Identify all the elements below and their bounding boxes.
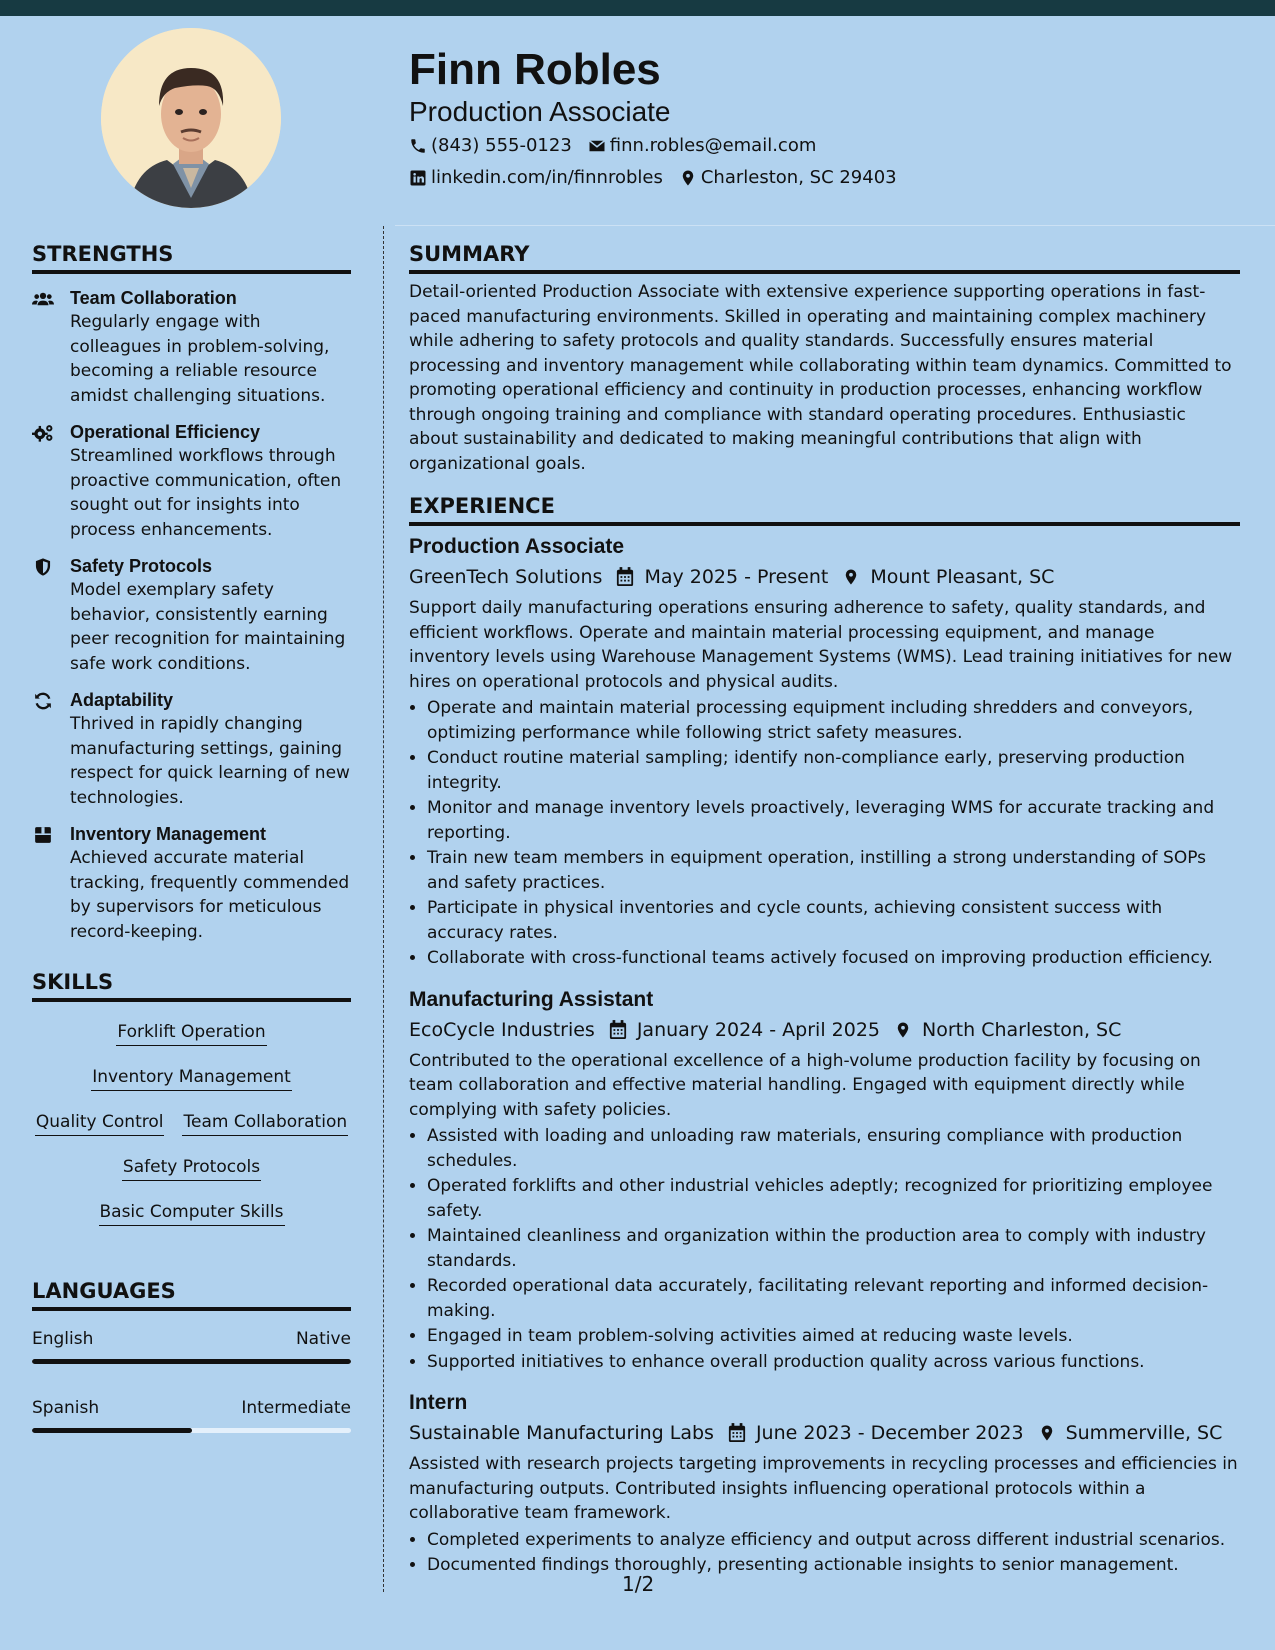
- job-entry: [409, 985, 1240, 1375]
- calendar-icon: [616, 567, 634, 587]
- job-description: Assisted with research projects targeting improvements in recycling processes and efficiencies in manufacturing outputs. Contributed insights influencing operational protocols within a collaborative team framework.: [409, 1454, 1238, 1523]
- job-bullet: • Recorded operational data accurately, facilitating relevant reporting and informed decision-making.: [427, 1274, 1240, 1323]
- job-bullet: • Assisted with loading and unloading raw materials, ensuring compliance with production schedules.: [427, 1124, 1240, 1173]
- job-location: North Charleston, SC: [922, 1018, 1122, 1041]
- candidate-name: Finn Robles: [409, 45, 661, 94]
- job-bullet: • Maintained cleanliness and organization within the production area to comply with industry standards.: [427, 1224, 1240, 1273]
- location-contact: [679, 166, 897, 190]
- skill-tag: Team Collaboration: [182, 1110, 348, 1136]
- job-entry: [409, 1388, 1240, 1578]
- contact-row-1: [409, 134, 832, 158]
- job-title: Intern: [409, 1391, 468, 1414]
- job-company: GreenTech Solutions: [409, 566, 603, 588]
- strength-title: Inventory Management: [70, 824, 267, 844]
- job-company: EcoCycle Industries: [409, 1018, 595, 1041]
- strength-title: Operational Efficiency: [70, 422, 261, 442]
- left-column: [32, 238, 351, 1433]
- strength-desc: Achieved accurate material tracking, frequently commended by supervisors for meticulous record-keeping.: [70, 848, 350, 942]
- email-contact[interactable]: [588, 134, 817, 158]
- language-level: Native: [295, 1329, 351, 1349]
- phone-contact[interactable]: [409, 134, 572, 158]
- job-bullet: • Participate in physical inventories and cycle counts, achieving consistent success with accuracy rates.: [427, 896, 1240, 945]
- map-pin-icon: [1038, 1423, 1056, 1443]
- envelope-icon: [588, 137, 606, 155]
- language-bar: [32, 1428, 351, 1433]
- job-dates: January 2024 - April 2025: [636, 1018, 881, 1041]
- job-bullets: [409, 1528, 1240, 1578]
- contact-row-2: [409, 166, 913, 190]
- strength-item: [32, 822, 351, 944]
- experience-list: [409, 532, 1240, 1578]
- job-bullet: • Engaged in team problem-solving activities aimed at reducing waste levels.: [427, 1324, 1240, 1349]
- job-location: Mount Pleasant, SC: [870, 566, 1055, 588]
- skills-heading: SKILLS: [32, 966, 351, 1002]
- job-bullet: • Completed experiments to analyze efficiency and output across different industrial scenarios.: [427, 1528, 1240, 1553]
- skill-tag: Inventory Management: [91, 1065, 292, 1091]
- language-item: [32, 1327, 351, 1364]
- box-icon: [32, 825, 54, 845]
- job-bullet: • Collaborate with cross-functional teams actively focused on improving production efficiency.: [427, 946, 1240, 971]
- map-pin-icon: [842, 567, 860, 587]
- shield-icon: [32, 557, 54, 577]
- map-pin-icon: [679, 169, 697, 187]
- job-location: Summerville, SC: [1065, 1422, 1223, 1444]
- gears-icon: [32, 423, 54, 443]
- strength-desc: Thrived in rapidly changing manufacturing settings, gaining respect for quick learning of new technologies.: [70, 714, 350, 808]
- job-bullet: • Operate and maintain material processing equipment including shredders and conveyors, optimizing performance while following strict safety measures.: [427, 696, 1240, 745]
- map-pin-icon: [894, 1020, 912, 1040]
- strength-item: [32, 688, 351, 810]
- strength-title: Safety Protocols: [70, 556, 213, 576]
- job-meta: [409, 1015, 1240, 1045]
- users-icon: [32, 289, 54, 309]
- job-meta: [409, 1418, 1240, 1448]
- language-bar-fill: [32, 1359, 351, 1364]
- phone-icon: [409, 137, 427, 155]
- job-description: Contributed to the operational excellence of a high-volume production facility by focusing on team collaboration and effective material handling. Engaged with equipment directly while complying with safety policies.: [409, 1050, 1201, 1120]
- job-bullet: • Conduct routine material sampling; identify non-compliance early, preserving production integrity.: [427, 746, 1240, 795]
- sync-icon: [32, 691, 54, 711]
- job-bullets: [409, 1124, 1240, 1374]
- job-dates: May 2025 - Present: [644, 566, 829, 588]
- calendar-icon: [728, 1423, 746, 1443]
- job-title: Manufacturing Assistant: [409, 987, 654, 1011]
- strength-title: Adaptability: [70, 690, 174, 710]
- top-bar: [0, 0, 1275, 16]
- location-text: Charleston, SC 29403: [700, 167, 897, 188]
- calendar-icon: [609, 1020, 627, 1040]
- job-description: Support daily manufacturing operations ensuring adherence to safety, quality standards, and efficient workflows. Operate and maintain material processing equipment, and manage inventory levels using Warehouse Management Systems (WMS). Lead training initiatives for new hires on operational protocols and physical audits.: [409, 598, 1233, 692]
- job-meta: [409, 562, 1240, 592]
- profile-photo: [101, 28, 281, 208]
- strength-item: [32, 420, 351, 542]
- language-item: [32, 1396, 351, 1433]
- skill-tag: Basic Computer Skills: [99, 1200, 285, 1226]
- linkedin-icon: [409, 169, 427, 187]
- job-company: Sustainable Manufacturing Labs: [409, 1422, 714, 1444]
- job-bullet: • Train new team members in equipment operation, instilling a strong understanding of SOPs and safety practices.: [427, 846, 1240, 895]
- skill-tag: Safety Protocols: [122, 1155, 261, 1181]
- linkedin-contact[interactable]: [409, 166, 663, 190]
- strength-item: [32, 554, 351, 676]
- phone-text: (843) 555-0123: [431, 135, 572, 156]
- language-bar: [32, 1359, 351, 1364]
- summary-heading: SUMMARY: [409, 238, 1240, 274]
- page-number: 1/2: [622, 1572, 655, 1596]
- job-bullet: • Monitor and manage inventory levels proactively, leveraging WMS for accurate tracking and reporting.: [427, 796, 1240, 845]
- job-bullet: • Operated forklifts and other industrial vehicles adeptly; recognized for prioritizing employee safety.: [427, 1174, 1240, 1223]
- strength-title: Team Collaboration: [70, 288, 237, 308]
- skill-tag: Quality Control: [35, 1110, 165, 1136]
- strength-item: [32, 286, 351, 408]
- summary-text: Detail-oriented Production Associate with extensive experience supporting operations in fast-paced manufacturing environments. Skilled in operating and maintaining complex machinery while adhering to safety protocols and quality standards. Successfully ensures material processing and inventory management while collaborating within team dynamics. Committed to promoting operational efficiency and continuity in production processes, enhancing workflow through ongoing training and compliance with standard operating procedures. Enthusiastic about sustainability and dedicated to making meaningful contributions that align with organizational goals.: [409, 282, 1232, 474]
- header-divider: [395, 225, 1275, 226]
- language-name: Spanish: [32, 1398, 100, 1418]
- job-bullets: [409, 696, 1240, 971]
- job-entry: [409, 532, 1240, 971]
- languages-heading: LANGUAGES: [32, 1275, 351, 1311]
- skills-list: [32, 1010, 351, 1235]
- email-text: finn.robles@email.com: [609, 135, 817, 156]
- strength-desc: Regularly engage with colleagues in problem-solving, becoming a reliable resource amidst challenging situations.: [70, 312, 330, 406]
- strength-desc: Model exemplary safety behavior, consistently earning peer recognition for maintaining safe work conditions.: [70, 580, 346, 674]
- strength-desc: Streamlined workflows through proactive communication, often sought out for insights into process enhancements.: [70, 446, 342, 540]
- job-bullet: • Documented findings thoroughly, presenting actionable insights to senior management.: [427, 1553, 1240, 1578]
- language-bar-fill: [32, 1428, 192, 1433]
- candidate-title: Production Associate: [409, 96, 671, 127]
- job-title: Production Associate: [409, 535, 625, 558]
- job-bullet: • Supported initiatives to enhance overall production quality across various functions.: [427, 1350, 1240, 1375]
- experience-heading: EXPERIENCE: [409, 490, 1240, 526]
- skill-tag: Forklift Operation: [116, 1020, 266, 1046]
- column-divider: [383, 226, 384, 1592]
- linkedin-text: linkedin.com/in/finnrobles: [431, 167, 663, 188]
- job-dates: June 2023 - December 2023: [755, 1422, 1024, 1444]
- language-level: Intermediate: [241, 1398, 351, 1418]
- right-column: [409, 238, 1240, 1579]
- strengths-heading: STRENGTHS: [32, 238, 351, 274]
- language-name: English: [32, 1329, 94, 1349]
